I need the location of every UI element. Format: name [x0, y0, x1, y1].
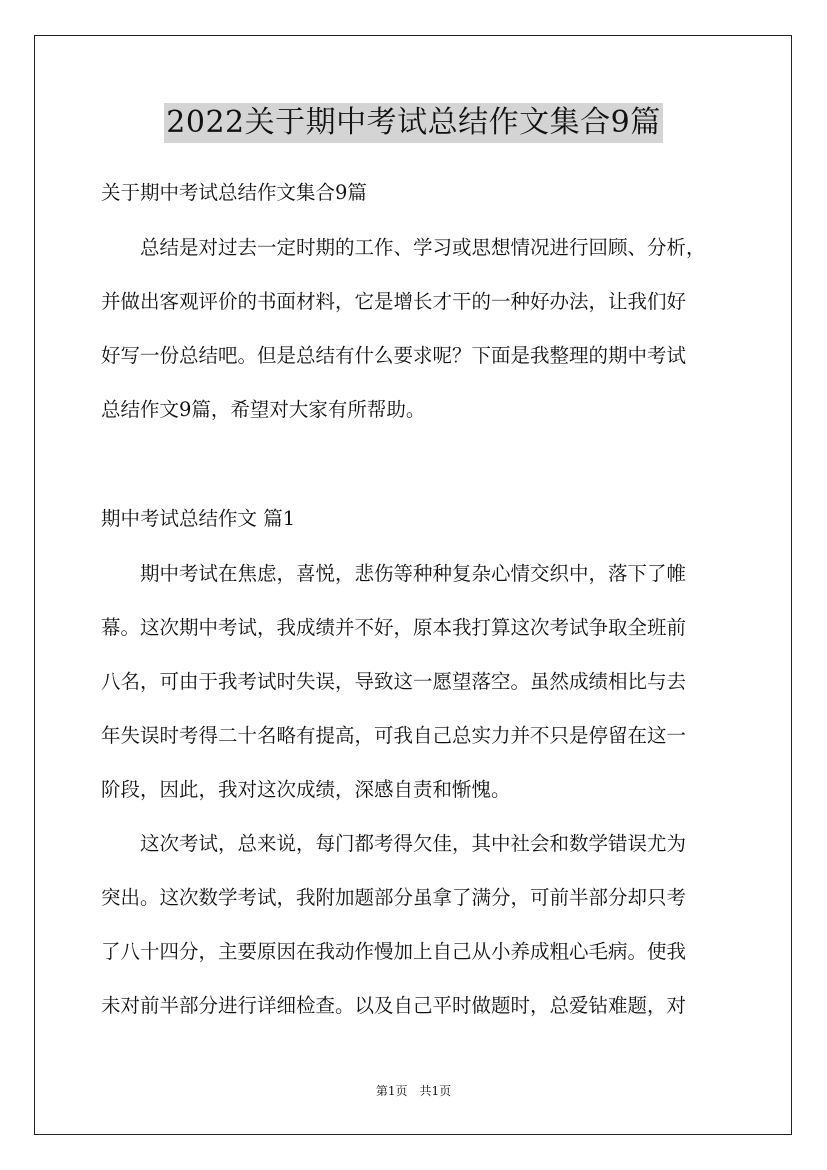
document-subtitle: 关于期中考试总结作文集合9篇 [101, 181, 367, 204]
page-footer: 第1页 共1页 [375, 1084, 452, 1098]
section-heading: 期中考试总结作文 篇1 [101, 507, 296, 530]
paragraph-line: 八名，可由于我考试时失误，导致这一愿望落空。虽然成绩相比与去 [101, 670, 687, 693]
paragraph-line: 阶段，因此，我对这次成绩，深感自责和惭愧。 [101, 778, 511, 801]
intro-line: 总结是对过去一定时期的工作、学习或思想情况进行回顾、分析， [101, 236, 706, 259]
intro-line: 总结作文9篇，希望对大家有所帮助。 [101, 398, 426, 421]
paragraph-line: 这次考试，总来说，每门都考得欠佳，其中社会和数学错误尤为 [101, 832, 687, 855]
paragraph-line: 幕。这次期中考试，我成绩并不好，原本我打算这次考试争取全班前 [101, 616, 687, 639]
title-container [0, 103, 827, 143]
paragraph-line: 年失误时考得二十名略有提高，可我自己总实力并不只是停留在这一 [101, 724, 687, 747]
intro-line: 并做出客观评价的书面材料，它是增长才干的一种好办法，让我们好 [101, 290, 687, 313]
intro-line: 好写一份总结吧。但是总结有什么要求呢？下面是我整理的期中考试 [101, 344, 687, 367]
paragraph-line: 突出。这次数学考试，我附加题部分虽拿了满分，可前半部分却只考 [101, 886, 687, 909]
paragraph-line: 了八十四分，主要原因在我动作慢加上自己从小养成粗心毛病。使我 [101, 940, 687, 963]
document-title: 2022关于期中考试总结作文集合9篇 [164, 103, 662, 143]
paragraph-line: 未对前半部分进行详细检查。以及自己平时做题时，总爱钻难题，对 [101, 994, 687, 1017]
paragraph-line: 期中考试在焦虑，喜悦，悲伤等种种复杂心情交织中，落下了帷 [101, 562, 687, 585]
